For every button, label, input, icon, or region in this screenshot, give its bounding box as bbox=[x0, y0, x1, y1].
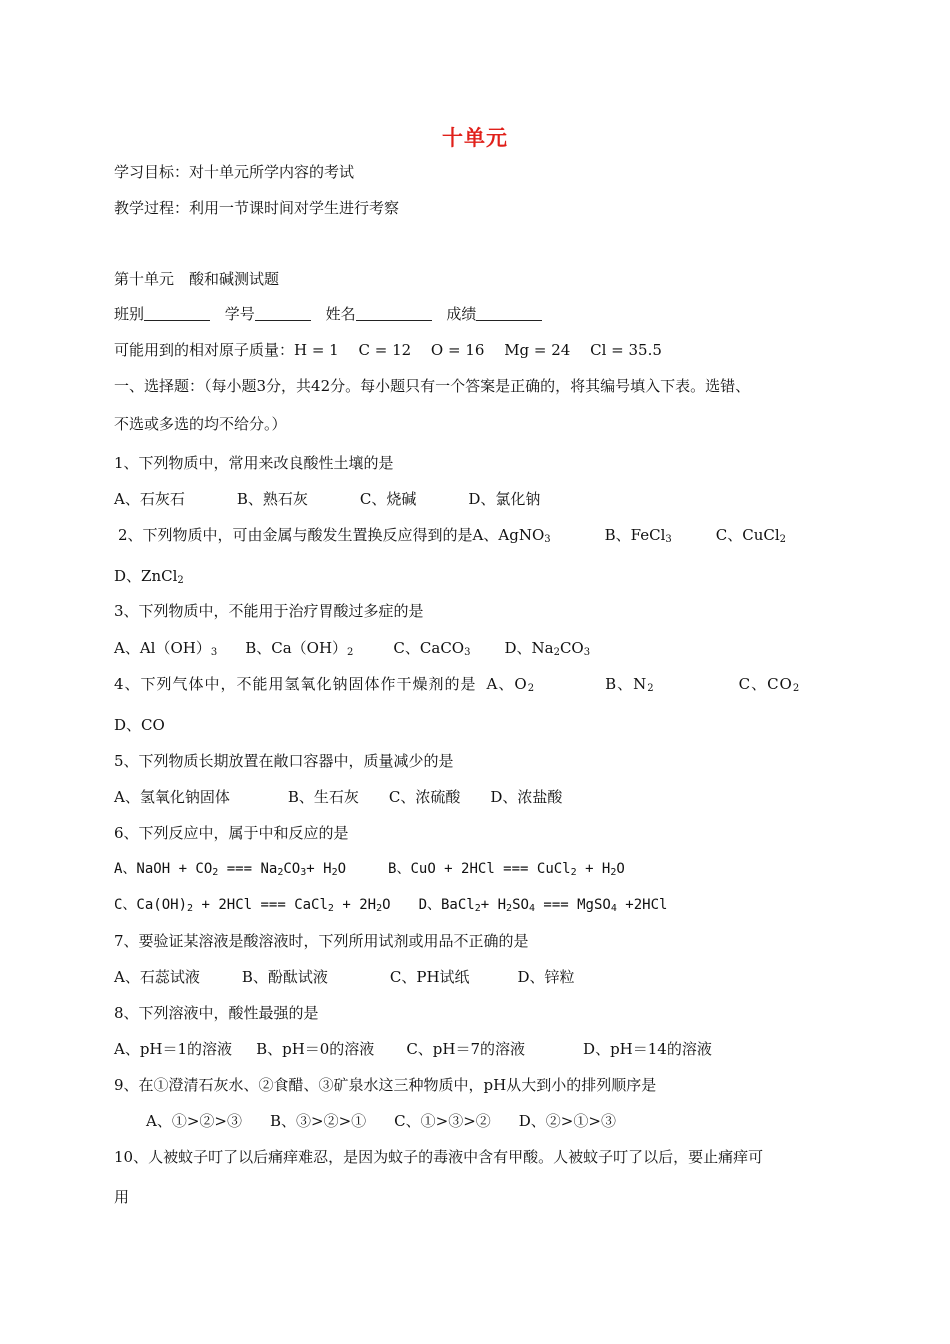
number-label: 学号 bbox=[224, 305, 255, 323]
option-c: C、CaCO$_3$ bbox=[393, 639, 471, 658]
question-8-options bbox=[114, 1038, 712, 1060]
score-label: 成绩 bbox=[446, 305, 477, 323]
option-b: B、生石灰 bbox=[287, 788, 359, 806]
option-b: B、$N_2$ bbox=[605, 675, 655, 694]
question-1-stem: 1、下列物质中，常用来改良酸性土壤的是 bbox=[114, 454, 394, 472]
question-2-line bbox=[118, 524, 786, 546]
option-d: D、锌粒 bbox=[517, 968, 575, 986]
question-3-stem: 3、下列物质中，不能用于治疗胃酸过多症的是 bbox=[114, 602, 424, 620]
class-label: 班别 bbox=[114, 305, 145, 323]
option-d: D、浓盐酸 bbox=[490, 788, 563, 806]
question-6-stem: 6、下列反应中，属于中和反应的是 bbox=[114, 824, 349, 842]
option-a: A、①>②>③ bbox=[146, 1112, 242, 1130]
option-c: C、$CO_2$ bbox=[738, 675, 801, 694]
teaching-process: 教学过程：利用一节课时间对学生进行考察 bbox=[114, 199, 400, 217]
question-3-options bbox=[114, 637, 590, 659]
name-label: 姓名 bbox=[325, 305, 356, 323]
question-2-option-d: D、ZnCl$_2$ bbox=[114, 567, 184, 586]
option-d: D、氯化钠 bbox=[468, 490, 541, 508]
question-1-options bbox=[114, 488, 540, 510]
option-c: C、①>③>② bbox=[394, 1112, 491, 1130]
option-c: C、浓硫酸 bbox=[388, 788, 461, 806]
question-7-options bbox=[114, 966, 575, 988]
option-a: A、NaOH + $CO_2$ === $Na_2CO_3+ H_2O$ bbox=[114, 861, 347, 878]
question-8-stem: 8、下列溶液中，酸性最强的是 bbox=[114, 1004, 319, 1022]
option-d: D、②>①>③ bbox=[518, 1112, 616, 1130]
section-instructions-1: 一、选择题：（每小题3分，共42分。每小题只有一个答案是正确的，将其编号填入下表。选错、 bbox=[114, 377, 751, 395]
question-10-line-2: 用 bbox=[114, 1188, 130, 1206]
question-4-option-d: D、CO bbox=[114, 716, 165, 734]
question-4-line bbox=[114, 673, 800, 695]
option-b: B、CuO + 2HCl === CuCl$_2$ + $H_2O$ bbox=[388, 861, 625, 878]
question-10-line-1: 10、人被蚊子叮了以后痛痒难忍，是因为蚊子的毒液中含有甲酸。人被蚊子叮了以后，要止痛痒可 bbox=[114, 1148, 764, 1166]
option-a: A、石灰石 bbox=[114, 490, 185, 508]
option-b: B、FeCl$_3$ bbox=[604, 526, 672, 545]
option-b: B、pH＝0的溶液 bbox=[256, 1040, 375, 1058]
test-heading: 第十单元 酸和碱测试题 bbox=[114, 270, 280, 288]
learning-goal: 学习目标：对十单元所学内容的考试 bbox=[114, 163, 355, 181]
option-b: B、熟石灰 bbox=[236, 490, 308, 508]
question-4-stem: 4、下列气体中，不能用氢氧化钠固体作干燥剂的是 bbox=[114, 675, 477, 693]
option-c: C、烧碱 bbox=[359, 490, 417, 508]
option-c: C、CuCl$_2$ bbox=[715, 526, 787, 545]
question-6-options-cd bbox=[114, 894, 667, 916]
option-d: D、$Na_2CO_3$ bbox=[504, 639, 591, 658]
class-blank[interactable] bbox=[144, 306, 210, 321]
question-2-stem: 2、下列物质中，可由金属与酸发生置换反应得到的是 bbox=[118, 526, 473, 544]
question-7-stem: 7、要验证某溶液是酸溶液时，下列所用试剂或用品不正确的是 bbox=[114, 932, 529, 950]
student-info-fields bbox=[114, 303, 542, 325]
option-b: B、③>②>① bbox=[269, 1112, 367, 1130]
option-a: A、pH＝1的溶液 bbox=[114, 1040, 233, 1058]
question-9-options bbox=[146, 1110, 616, 1132]
option-a: A、AgNO$_3$ bbox=[472, 526, 551, 545]
question-5-options bbox=[114, 786, 562, 808]
option-a: A、$O_2$ bbox=[486, 675, 536, 694]
section-instructions-2: 不选或多选的均不给分。） bbox=[114, 415, 287, 433]
option-a: A、$Al(OH)_3$ bbox=[114, 639, 218, 658]
question-9-stem: 9、在①澄清石灰水、②食醋、③矿泉水这三种物质中，pH从大到小的排列顺序是 bbox=[114, 1076, 657, 1094]
option-b: B、酚酞试液 bbox=[241, 968, 328, 986]
option-c: C、PH试纸 bbox=[389, 968, 470, 986]
option-a: A、氢氧化钠固体 bbox=[114, 788, 230, 806]
option-a: A、石蕊试液 bbox=[114, 968, 200, 986]
question-5-stem: 5、下列物质长期放置在敞口容器中，质量减少的是 bbox=[114, 752, 454, 770]
score-blank[interactable] bbox=[476, 306, 542, 321]
option-b: B、$Ca(OH)_2$ bbox=[245, 639, 354, 658]
page-title: 十单元 bbox=[442, 126, 508, 150]
name-blank[interactable] bbox=[356, 306, 432, 321]
question-6-options-ab bbox=[114, 858, 625, 880]
option-c: C、pH＝7的溶液 bbox=[406, 1040, 526, 1058]
atomic-masses: 可能用到的相对原子质量：H = 1 C = 12 O = 16 Mg = 24 Cl = 35.5 bbox=[114, 341, 662, 359]
number-blank[interactable] bbox=[255, 306, 311, 321]
option-d: D、BaCl$_2$+ $H_2SO_4$ === MgSO$_4$ +2HCl bbox=[418, 897, 668, 914]
option-c: C、$Ca(OH)_2 + 2HCl$ === CaCl$_2$ + $2H_2O$ bbox=[114, 897, 391, 914]
option-d: D、pH＝14的溶液 bbox=[583, 1040, 712, 1058]
